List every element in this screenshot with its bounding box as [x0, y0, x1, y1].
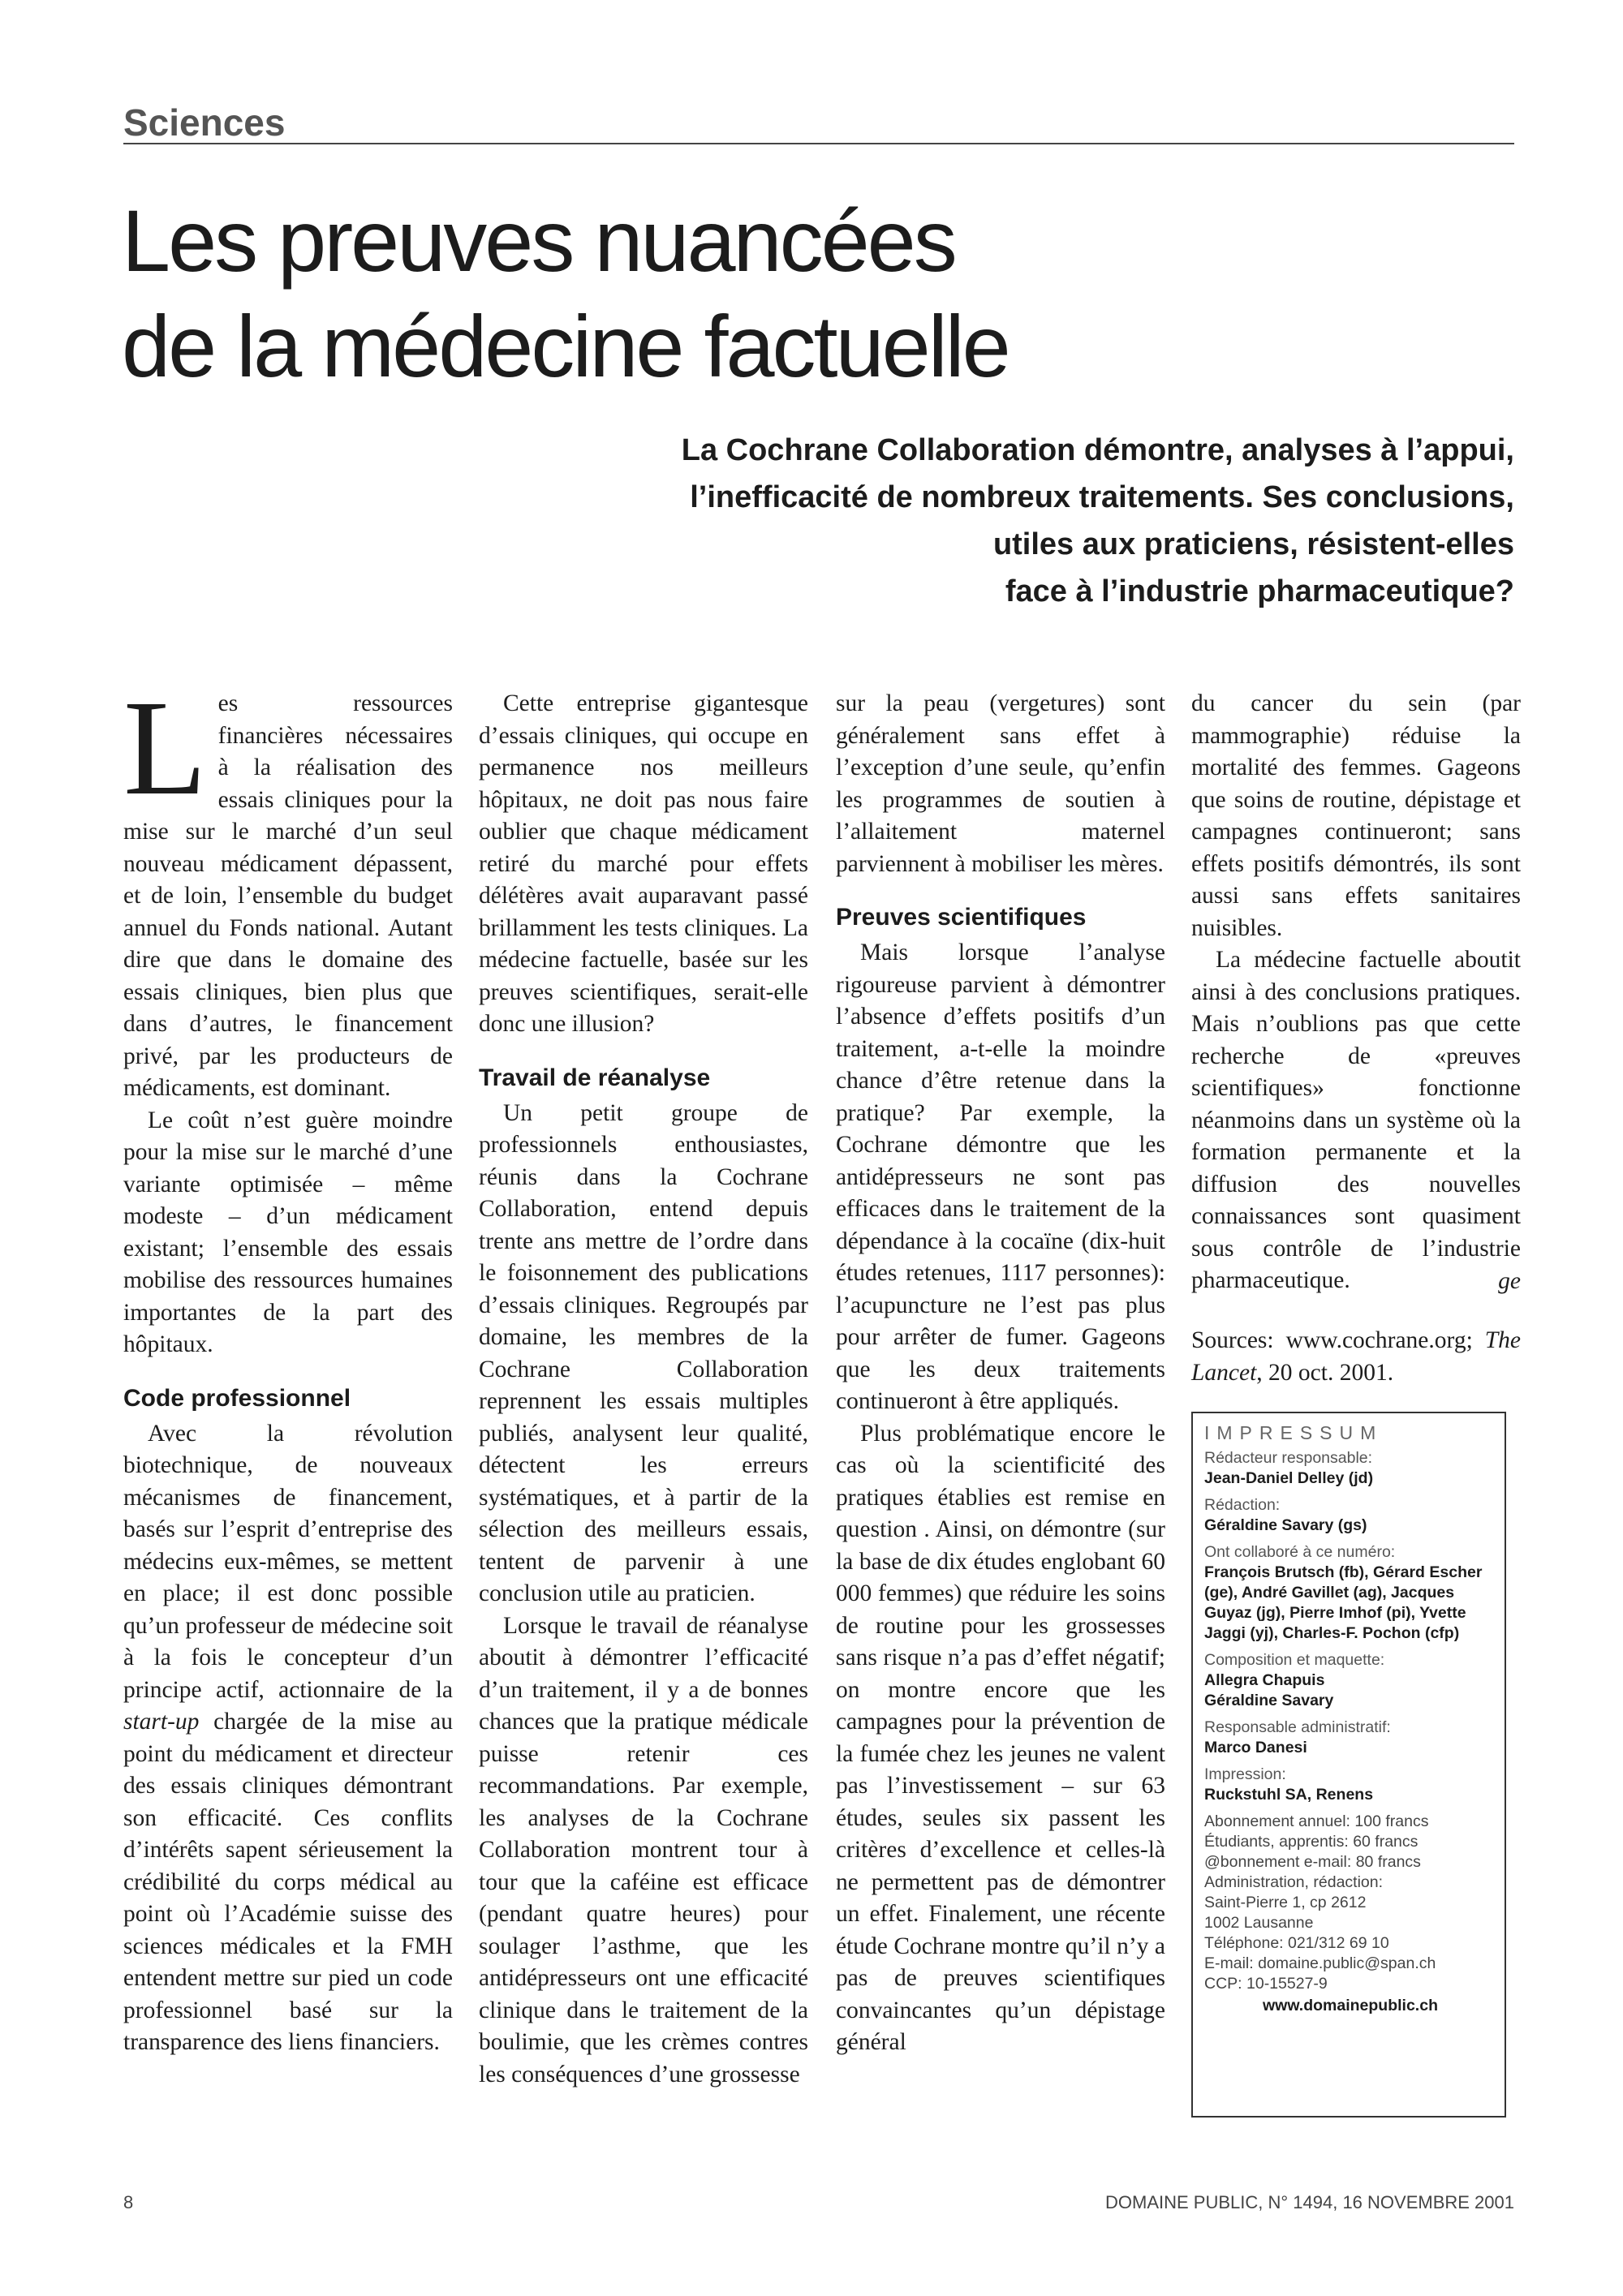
redaction-label: Rédaction:	[1204, 1496, 1281, 1514]
page-number: 8	[123, 2192, 134, 2212]
info-line: 1002 Lausanne	[1204, 1914, 1314, 1932]
article-column-4	[1191, 688, 1521, 1389]
headline-line-2: de la médecine factuelle	[122, 297, 1009, 395]
website: www.domainepublic.ch	[1263, 1997, 1438, 2014]
paragraph-5: Un petit groupe de professionnels enthousiastes, réunis dans la Cochrane Collaboration, entend depuis trente ans mettre de l’ordre dans le foisonnement des publications d’essais cliniques. Regroupés par domaine, les membres de la Cochrane Collaboration reprennent les essais multiples publiés, analysent leur qualité, détectent les erreurs systématiques, et à partir de la sélection des meilleurs essais, tentent de parvenir à une conclusion utile au praticien.	[479, 1099, 808, 1606]
composition-name-1: Allegra Chapuis	[1204, 1671, 1325, 1689]
info-line: Téléphone: 021/312 69 10	[1204, 1934, 1389, 1952]
article-column-3	[836, 688, 1165, 2059]
headline	[122, 188, 1501, 399]
lead-line-3: utiles aux praticiens, résistent-elles	[992, 527, 1514, 561]
sources-journal: The Lancet	[1191, 1327, 1521, 1386]
lead-line-4: face à l’industrie pharmaceutique?	[1005, 574, 1514, 608]
dropcap: L	[123, 673, 207, 823]
subheading-travail-de-reanalyse: Travail de réanalyse	[479, 1064, 711, 1091]
paragraph-7: Mais lorsque l’analyse rigoureuse parvient à démontrer l’absence d’effets positifs d’un traitement, a-t-elle la moindre chance d’être retenue dans la pratique? Par exemple, la Cochrane démontre que les antidépresseurs ne sont pas efficaces dans le traitement de la dépendance à la cocaïne (dix-huit études retenues, 1117 personnes): l’acupuncture ne l’est pas plus pour arrêter de fumer. Gageons que les deux traitements continueront à être appliqués.	[836, 939, 1165, 1414]
collaborators-names: François Brutsch (fb), Gérard Escher (ge), André Gavillet (ag), Jacques Guyaz (jg), Pierre Imhof (pi), Yvette Jaggi (yj), Charles-F. Pochon (cfp)	[1204, 1563, 1483, 1642]
section-rule	[123, 143, 1514, 144]
article-column-2	[479, 688, 808, 2091]
redacteur-label: Rédacteur responsable:	[1204, 1449, 1373, 1467]
paragraph-9: La médecine factuelle aboutit ainsi à des conclusions pratiques. Mais n’oublions pas que cette recherche de «preuves scientifiques» fonctionne néanmoins dans un système où la formation permanente et la diffusion des nouvelles connaissances sont quasiment sous contrôle de l’industrie pharmaceutique.	[1191, 947, 1521, 1293]
info-line: Étudiants, apprentis: 60 francs	[1204, 1833, 1419, 1851]
paragraph-6: Lorsque le travail de réanalyse aboutit à démontrer l’efficacité d’un traitement, il y a de bonnes chances que la pratique médicale puisse retenir ces recommandations. Par exemple, les analyses de la Cochrane Collaboration montrent tour à tour que la caféine est efficace (pendant quatre heures) pour soulager l’asthme, que les antidépresseurs ont une efficacité clinique dans le traitement de la boulimie, que les crèmes contres les conséquences d’une grossesse	[479, 1612, 808, 2087]
article-column-1	[123, 673, 453, 2059]
lead-line-2: l’inefficacité de nombreux traitements. Ses conclusions,	[690, 480, 1514, 514]
lead-paragraph	[459, 427, 1514, 615]
paragraph-2: Le coût n’est guère moindre pour la mise sur le marché d’une variante optimisée – même modeste – d’un médicament existant; l’ensemble des essais mobilise des ressources humaines importantes de la part des hôpitaux.	[123, 1107, 453, 1357]
impressum-title: IMPRESSUM	[1204, 1422, 1384, 1443]
collaborators-label: Ont collaboré à ce numéro:	[1204, 1543, 1396, 1561]
impression-name: Ruckstuhl SA, Renens	[1204, 1786, 1374, 1804]
paragraph-3-text-a: Avec la révolution biotechnique, de nouveaux mécanismes de financement, basés sur l’esprit d’entreprise des médecins eux-mêmes, se mettent en place; il est donc possible qu’un professeur de médecine soit à la fois le concepteur d’un principe actif, actionnaire de la	[123, 1420, 453, 1703]
redaction-name: Géraldine Savary (gs)	[1204, 1516, 1367, 1534]
paragraph-6-continued: sur la peau (vergetures) sont généralement sans effet à l’exception d’une seule, qu’enfin les programmes de soutien à l’allaitement maternel parviennent à mobiliser les mères.	[836, 690, 1165, 877]
sources	[1191, 1325, 1521, 1389]
paragraph-3	[123, 1418, 453, 2059]
info-line: CCP: 10-15527-9	[1204, 1975, 1328, 1993]
sources-text-a: Sources: www.cochrane.org;	[1191, 1327, 1485, 1353]
impressum-box	[1191, 1412, 1506, 2118]
paragraph-8: Plus problématique encore le cas où la scientificité des pratiques établies est remise en question . Ainsi, on démontre (sur la base de dix études englobant 60 000 femmes) que réduire les soins de routine pour les grossesses sans risque n’a pas d’effet négatif; on montre encore que les campagnes pour la prévention de la fumée chez les jeunes ne valent pas l’investissement – sur 63 études, seules six passent les critères d’excellence et celles-là ne permettent pas de démontrer un effet. Finalement, une récente étude Cochrane montre qu’il n’y a pas de preuves scientifiques convaincantes qu’un dépistage général	[836, 1420, 1165, 2055]
subheading-code-professionnel: Code professionnel	[123, 1384, 351, 1412]
paragraph-8-continued: du cancer du sein (par mammographie) réduise la mortalité des femmes. Gageons que soins de routine, dépistage et campagnes continueront; sans effets positifs démontrés, ils sont aussi sans effets sanitaires nuisibles.	[1191, 690, 1521, 941]
redacteur-name: Jean-Daniel Delley (jd)	[1204, 1469, 1374, 1487]
publication-info: DOMAINE PUBLIC, N° 1494, 16 NOVEMBRE 2001	[1105, 2192, 1514, 2212]
impression-label: Impression:	[1204, 1765, 1286, 1783]
subheading-preuves-scientifiques: Preuves scientifiques	[836, 904, 1087, 931]
intro-paragraph	[123, 673, 453, 1105]
lead-line-1: La Cochrane Collaboration démontre, analyses à l’appui,	[681, 433, 1514, 467]
composition-name-2: Géraldine Savary	[1204, 1692, 1334, 1709]
admin-name: Marco Danesi	[1204, 1739, 1307, 1756]
info-line: Administration, rédaction:	[1204, 1873, 1384, 1891]
info-line: E-mail: domaine.public@span.ch	[1204, 1954, 1436, 1972]
composition-label: Composition et maquette:	[1204, 1651, 1385, 1669]
paragraph-3-text-b: chargée de la mise au point du médicament et directeur des essais cliniques démontrant son efficacité. Ces conflits d’intérêts sapent sérieusement la crédibilité du corps médical au point où l’Académie suisse des sciences médicales et la FMH entendent mettre sur pied un code professionnel basé sur la transparence des liens financiers.	[123, 1709, 453, 2055]
admin-label: Responsable administratif:	[1204, 1718, 1391, 1736]
section-label: Sciences	[123, 101, 286, 144]
headline-line-1: Les preuves nuancées	[122, 191, 955, 290]
author-initials: ge	[1498, 1267, 1521, 1294]
info-line: Abonnement annuel: 100 francs	[1204, 1812, 1429, 1830]
paragraph-4: Cette entreprise gigantesque d’essais cliniques, qui occupe en permanence nos meilleurs hôpitaux, ne doit pas nous faire oublier que chaque médicament retiré du marché pour effets délétères avait auparavant passé brillamment les tests cliniques. La médecine factuelle, basée sur les preuves scientifiques, serait-elle donc une illusion?	[479, 690, 808, 1037]
info-line: @bonnement e-mail: 80 francs	[1204, 1853, 1421, 1871]
intro-text: es ressources financières nécessaires à la réalisation des essais cliniques pour la mise sur le marché d’un seul nouveau médicament dépassent, et de loin, l’ensemble du budget annuel du Fonds national. Autant dire que dans le domaine des essais cliniques, bien plus que dans d’autres, le financement privé, par les producteurs de médicaments, est dominant.	[123, 690, 453, 1101]
info-line: Saint-Pierre 1, cp 2612	[1204, 1894, 1367, 1911]
sources-text-b: , 20 oct. 2001.	[1256, 1359, 1394, 1386]
startup-term: start-up	[123, 1709, 200, 1735]
